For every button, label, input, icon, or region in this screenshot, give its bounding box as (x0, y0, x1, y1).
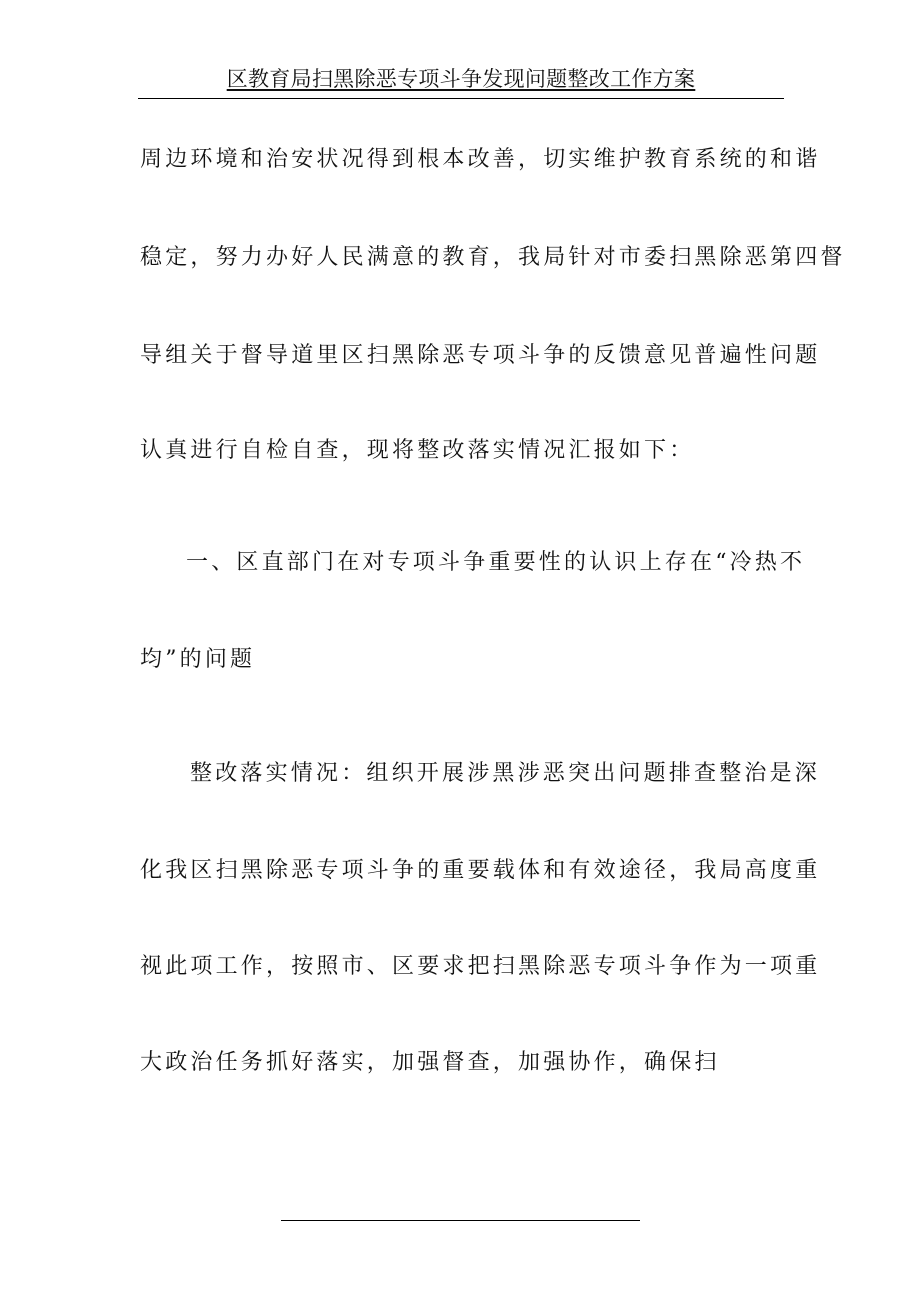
section-heading-line-2: 均”的问题 (140, 647, 256, 672)
footer-rule (281, 1220, 640, 1221)
page-header (138, 62, 784, 99)
body-line-9: 视此项工作，按照市、区要求把扫黑除恶专项斗争作为一项重 (140, 954, 821, 979)
body-line-3: 导组关于督导道里区扫黑除恶专项斗争的反馈意见普遍性问题 (140, 343, 821, 368)
body-line-1: 周边环境和治安状况得到根本改善，切实维护教育系统的和谐 (140, 147, 821, 172)
body-line-7: 整改落实情况：组织开展涉黑涉恶突出问题排查整治是深 (190, 761, 821, 786)
body-line-2: 稳定，努力办好人民满意的教育，我局针对市委扫黑除恶第四督 (140, 245, 846, 270)
body-line-10: 大政治任务抓好落实，加强督查，加强协作，确保扫 (140, 1050, 720, 1075)
body-line-4: 认真进行自检自查，现将整改落实情况汇报如下： (140, 438, 695, 463)
header-title: 区教育局扫黑除恶专项斗争发现问题整改工作方案 (226, 67, 696, 91)
body-line-8: 化我区扫黑除恶专项斗争的重要载体和有效途径，我局高度重 (140, 858, 821, 883)
section-heading-line-1: 一、区直部门在对专项斗争重要性的认识上存在“冷热不 (186, 550, 806, 575)
